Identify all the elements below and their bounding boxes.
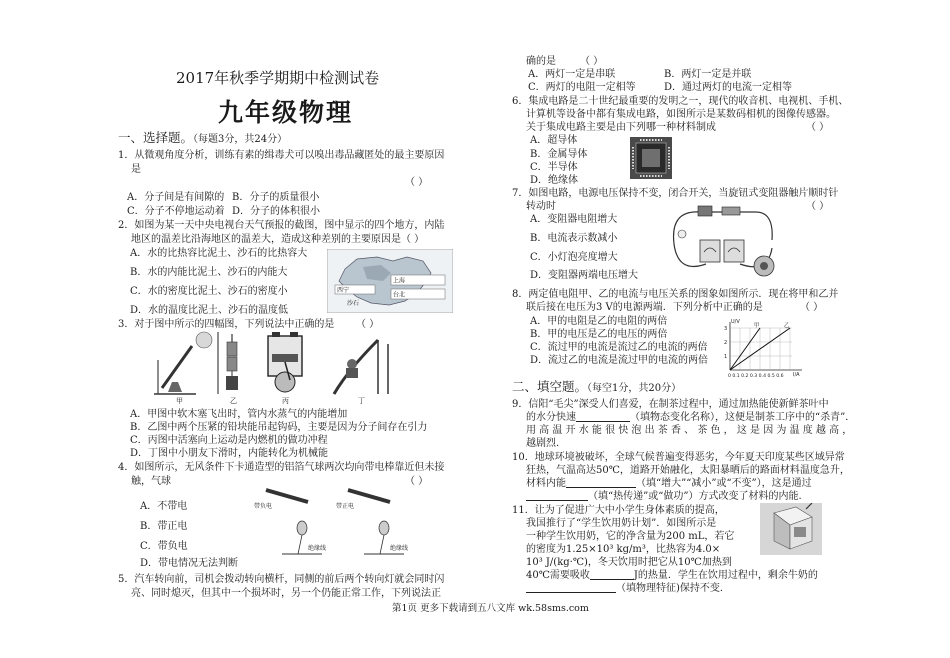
q11-line5: 10³ J/(kg·℃)，冬天饮用时把它从10℃加热到 <box>526 557 732 568</box>
section-1-heading: 一、选择题。（每题3分，共24分） <box>118 130 288 145</box>
q3-line1: 3．对于图中所示的四幅图，下列说法中正确的是 <box>118 319 335 330</box>
q11-line3: 一种学生饮用奶，它的净含量为200 mL，若它 <box>526 531 735 542</box>
page-footer: 第1页 更多下载请到五八文库 wk.58sms.com <box>392 603 589 614</box>
ytick-1: 1 <box>724 354 728 360</box>
q1-line1: 1．从微观角度分析，训练有素的缉毒犬可以嗅出毒品藏匿处的最主要原因 <box>118 150 445 161</box>
q7-option-b: B．电流表示数减小 <box>530 233 618 244</box>
q7-circuit-figure <box>660 204 780 282</box>
fig-jia-steam-tube <box>154 332 212 394</box>
q11-blank-2[interactable] <box>526 582 616 593</box>
q5-line1: 5．汽车转向前，司机会拨动转向横杆，同侧的前后两个转向灯就会同时闪 <box>118 574 445 585</box>
q8-option-d: D．流过乙的电流是流过甲的电流的两倍 <box>530 355 709 366</box>
map-label-taipei: 台北 <box>393 291 406 299</box>
q10-line3: 材料内能 （填“增大”“减小”或“不变”），这是通过 <box>526 478 812 489</box>
q10-line1: 10．地球环境被破坏，全球气候普遍变得恶劣，今年夏天印度某些区域异常 <box>512 452 845 463</box>
q3-answer-paren: （ ） <box>356 319 380 330</box>
q8-ui-graph <box>716 318 806 380</box>
q10-line2: 狂热，气温高达50℃，道路开始融化，太阳暴晒后的路面材料温度急升， <box>526 465 850 476</box>
q9-line2: 的水分快速 （填物态变化名称），这便是制茶工序中的“杀青”． <box>526 412 856 423</box>
q4-figure-balloons <box>252 488 432 558</box>
q9-line1: 9．信阳“毛尖”深受人们喜爱，在制茶过程中，通过加热能使新鲜茶叶中 <box>512 399 829 410</box>
q7-line1: 7．如图电路，电源电压保持不变，闭合开关，当旋钮式变阻器触片顺时针 <box>512 188 839 199</box>
weather-map-figure <box>327 249 453 313</box>
q11-line1: 11．让为了促进广大中小学生身体素质的提高， <box>512 505 725 516</box>
q5-option-d: D．通过两灯的电流一定相等 <box>664 82 793 93</box>
q11-line7: （填物理特征)保持不变． <box>526 582 730 596</box>
map-label-sand: 沙石 <box>347 300 360 307</box>
q8-answer-paren: （ ） <box>800 302 824 313</box>
q4-line1: 4．如图所示，无风条件下卡通造型的铝箔气球两次均向带电棒靠近但未接 <box>118 462 445 473</box>
q8-option-a: A．甲的电阻是乙的电阻的两倍 <box>530 316 668 327</box>
label-pos-rod: 带正电 <box>336 503 355 510</box>
q4-option-c: C．带负电 <box>140 541 188 552</box>
fig-label-ding: 丁 <box>358 397 365 404</box>
q2-option-c: C．水的密度比泥土、沙石的密度小 <box>130 286 288 297</box>
milk-carton-figure <box>760 503 822 555</box>
q7-option-c: C．小灯泡亮度增大 <box>530 252 618 263</box>
label-insulator-1: 绝缘线 <box>308 545 327 552</box>
q2-line2: 地区的温差比沿海地区的温差大，造成这种差别的主要原因是（ ） <box>131 234 425 245</box>
q1-option-a: A．分子间是有间隙的 <box>127 192 225 203</box>
ytick-3: 3 <box>724 326 728 332</box>
q10-line4: （填“热传递”或“做功”）方式改变了材料的内能. <box>526 490 802 504</box>
q5-line3: 确的是 <box>526 56 556 67</box>
q7-line2: 转动时 <box>526 201 556 212</box>
q7-answer-paren: （ ） <box>806 201 830 212</box>
q8-option-c: C．流过甲的电流是流过乙的电流的两倍 <box>530 342 708 353</box>
graph-ylabel: U/V <box>731 319 740 325</box>
line-jia <box>730 328 760 370</box>
label-insulator-2: 绝缘线 <box>390 545 409 552</box>
q6-line2: 计算机等设备中都有集成电路，如图所示是某数码相机的图像传感器。 <box>526 109 836 120</box>
q1-option-b: B．分子的质量很小 <box>232 192 320 203</box>
q6-option-d: D．绝缘体 <box>530 175 579 186</box>
q3-option-c: C．丙图中活塞向上运动是内燃机的做功冲程 <box>130 435 328 446</box>
fig-bing-engine <box>268 332 302 392</box>
exam-title: 2017年秋季学期期中检测试卷 <box>176 69 380 87</box>
q10-blank-1[interactable] <box>566 477 636 488</box>
q1-option-d: D．分子的体积很小 <box>232 206 321 217</box>
q9-line3: 用 高 温 开 水 能 很 快 泡 出 茶 香 、 茶 色 ， 这 是 因 为 温 度 越 高 ， <box>526 425 853 436</box>
q8-line2: 联后接在电压为3 V的电源两端．下列分析中正确的是 <box>526 302 763 313</box>
q9-line4: 越剧烈． <box>526 438 566 449</box>
xticks: 0 0.1 0.2 0.3 0.4 0.5 0.6 <box>728 374 784 379</box>
q3-figure-panels <box>148 330 410 404</box>
q2-line1: 2．如图为某一天中央电视台天气预报的截图，图中显示的四个地方，内陆 <box>118 220 445 231</box>
q2-option-d: D．水的温度比泥土、沙石的温度低 <box>130 305 289 316</box>
section-2-heading: 二、填空题。（每空1分，共20分） <box>512 379 682 394</box>
q5-option-c: C．两灯的电阻一定相等 <box>528 82 636 93</box>
q2-option-a: A．水的比热容比泥土、沙石的比热容大 <box>130 248 308 259</box>
q4-line2: 触，气球 <box>131 476 171 487</box>
q9-blank-1[interactable] <box>576 411 630 422</box>
series-label-jia: 甲 <box>754 323 760 329</box>
q11-line6: 40℃需要吸收 J的热量．学生在饮用过程中，剩余牛奶的 <box>526 570 818 581</box>
q1-option-c: C．分子不停地运动着 <box>127 206 225 217</box>
q4-option-a: A．不带电 <box>140 501 188 512</box>
q8-line1: 8．两定值电阻甲、乙的电流与电压关系的图象如图所示．现在将甲和乙并 <box>512 289 839 300</box>
q2-option-b: B．水的内能比泥土、沙石的内能大 <box>130 267 288 278</box>
q6-answer-paren: （ ） <box>806 122 830 133</box>
fig-label-yi: 乙 <box>230 397 237 404</box>
q11-line4: 的密度为1.25×10³ kg/m³，比热容为4.0× <box>526 544 721 555</box>
graph-xlabel: I/A <box>793 372 800 378</box>
q10-blank-2[interactable] <box>526 490 588 501</box>
q3-option-a: A．甲图中软木塞飞出时，管内水蒸气的内能增加 <box>130 409 348 420</box>
subject-title: 九年级物理 <box>218 98 354 127</box>
q3-option-b: B．乙图中两个压紧的铅块能吊起钩码，主要是因为分子间存在引力 <box>130 422 428 433</box>
q11-blank-1[interactable] <box>590 569 634 580</box>
ytick-2: 2 <box>724 340 728 346</box>
q8-option-b: B．甲的电压是乙的电压的两倍 <box>530 329 668 340</box>
image-sensor-chip-figure <box>630 137 672 179</box>
series-label-yi: 乙 <box>784 323 790 329</box>
q6-option-c: C．半导体 <box>530 162 578 173</box>
q3-option-d: D．丁图中小朋友下滑时，内能转化为机械能 <box>130 448 329 459</box>
q6-option-b: B．金属导体 <box>530 149 588 160</box>
q5-answer-paren: （ ） <box>580 56 604 67</box>
fig-label-jia: 甲 <box>176 397 183 404</box>
map-label-xining: 西宁 <box>337 287 350 294</box>
q6-option-a: A．超导体 <box>530 135 578 146</box>
q7-option-d: D．变阻器两端电压增大 <box>530 270 639 281</box>
q1-answer-paren: （ ） <box>405 177 429 188</box>
q6-line1: 6．集成电路是二十世纪最重要的发明之一，现代的收音机、电视机、手机、 <box>512 96 849 107</box>
q5-option-a: A．两灯一定是串联 <box>528 69 616 80</box>
q5-line2: 亮、同时熄灭，但其中一个损坏时，另一个仍能正常工作，下列说法正 <box>131 588 441 599</box>
map-label-shanghai: 上海 <box>393 277 406 285</box>
fig-ding-slide <box>334 340 388 394</box>
q7-option-a: A．变阻器电阻增大 <box>530 214 618 225</box>
fig-yi-lead-blocks <box>218 332 238 394</box>
q4-option-d: D．带电情况无法判断 <box>140 558 239 569</box>
q4-answer-paren: （ ） <box>405 476 429 487</box>
q5-option-b: B．两灯一定是并联 <box>664 69 752 80</box>
label-neg-rod: 带负电 <box>254 503 273 510</box>
q6-line3: 关于集成电路主要是由下列哪一种材料制成 <box>526 122 716 133</box>
fig-label-bing: 丙 <box>282 397 289 404</box>
q4-option-b: B．带正电 <box>140 521 188 532</box>
q1-line2: 是 <box>131 164 141 175</box>
q11-line2: 我国推行了“学生饮用奶计划”．如图所示是 <box>526 518 717 529</box>
